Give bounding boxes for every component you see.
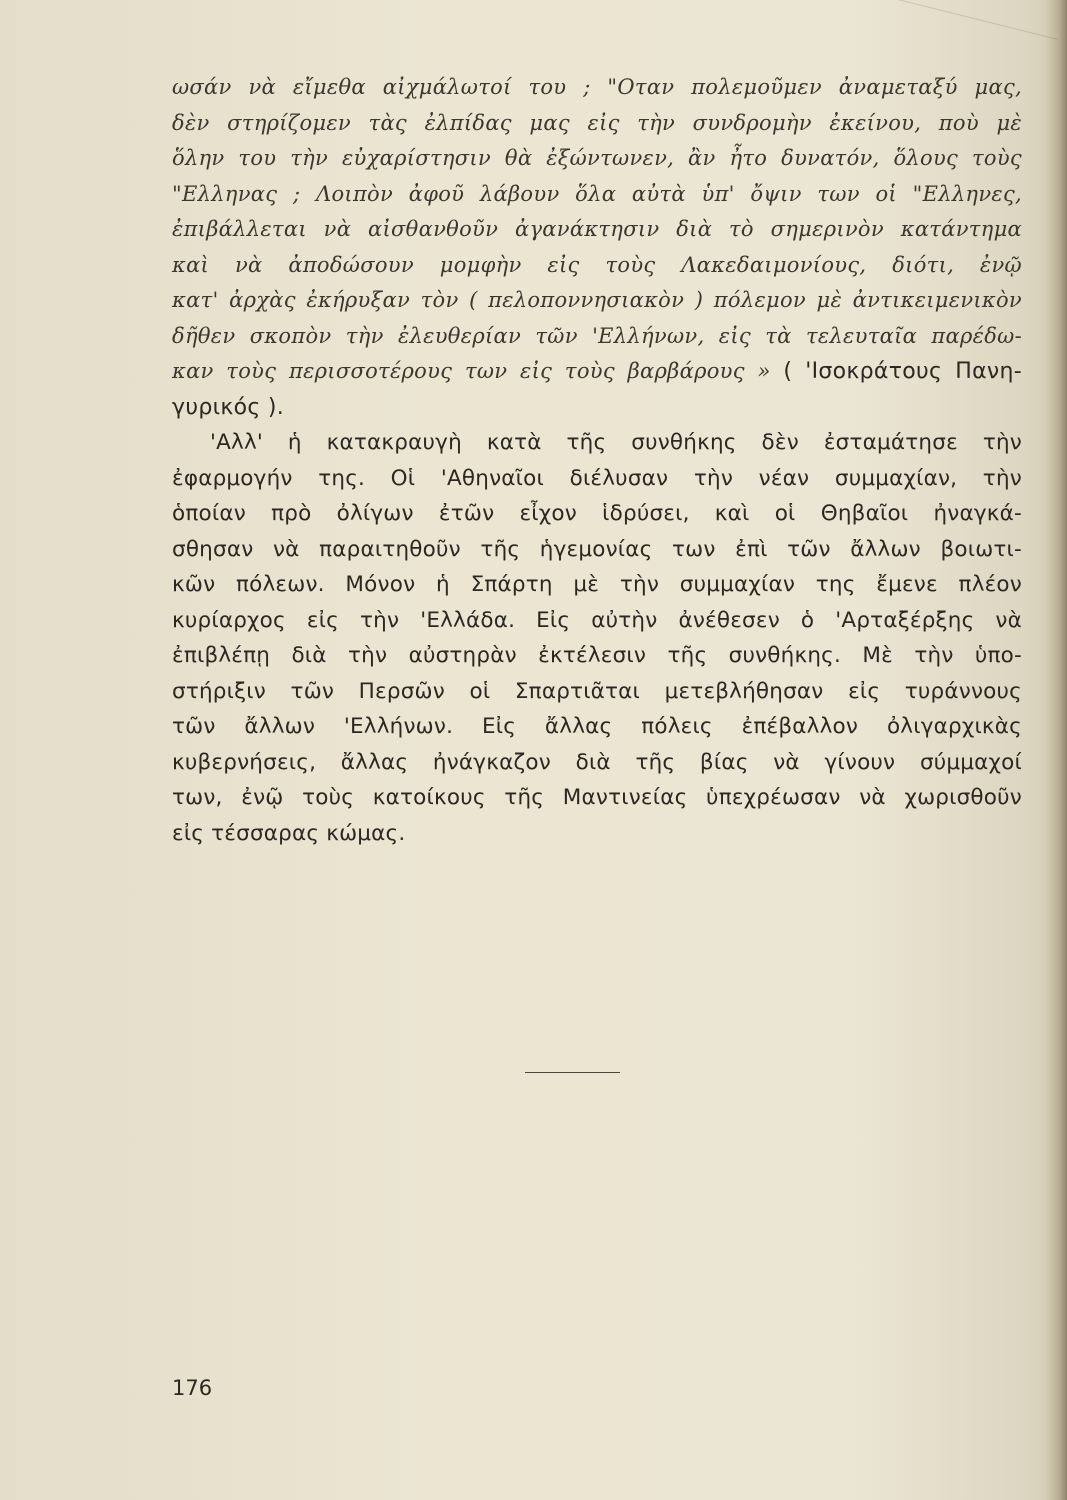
paragraph-line: ἐπιβλέπῃ διὰ τὴν αὐστηρὰν ἐκτέλεσιν τῆς συνθήκης. Μὲ τὴν ὑπο-	[172, 643, 1022, 668]
paragraph-line: σθησαν νὰ παραιτηθοῦν τῆς ἡγεμονίας των ἐπὶ τῶν ἄλλων βοιωτι-	[172, 536, 1022, 562]
paragraph-line: στήριξιν τῶν Περσῶν οἱ Σπαρτιᾶται μετεβλήθησαν εἰς τυράννους	[172, 678, 1022, 704]
section-separator-rule	[525, 1072, 620, 1073]
paragraph-line: τῶν ἄλλων 'Ελλήνων. Εἰς ἄλλας πόλεις ἐπέβαλλον ὀλιγαρχικὰς	[172, 714, 1022, 739]
paragraph-line: ὁποίαν πρὸ ὀλίγων ἐτῶν εἶχον ἱδρύσει, καὶ οἱ Θηβαῖοι ἠναγκά-	[172, 501, 1022, 526]
citation: ( 'Ισοκράτους Πανη-	[783, 359, 1022, 384]
quote-line: ὅλην του τὴν εὐχαρίστησιν θὰ ἐξώντωνεν, ἂν ἦτο δυνατόν, ὅλους τοὺς	[172, 146, 1022, 170]
quote-line: δῆθεν σκοπὸν τὴν ἐλευθερίαν τῶν 'Ελλήνων, εἰς τὰ τελευταῖα παρέδω-	[172, 323, 1022, 348]
main-text	[172, 70, 1022, 851]
quotation-block	[172, 70, 1022, 425]
citation-continuation	[172, 390, 1022, 426]
quote-line: κατ' ἀρχὰς ἐκήρυξαν τὸν ( πελοποννησιακὸν ) πόλεμον μὲ ἀντικειμενικὸν	[172, 288, 1022, 312]
page-corner-crease	[863, 0, 1067, 40]
page-number: 176	[172, 1376, 213, 1400]
page-binding-shadow	[1045, 0, 1067, 1500]
quote-line: δὲν στηρίζομεν τὰς ἐλπίδας μας εἰς τὴν συνδρομὴν ἐκείνου, ποὺ μὲ	[172, 110, 1022, 135]
quote-line: ωσάν νὰ εἴμεθα αἰχμάλωτοί του ; "Οταν πολεμοῦμεν ἀναμεταξύ μας,	[172, 75, 1022, 99]
paragraph-line: εἰς τέσσαρας κώμας.	[172, 820, 406, 846]
paragraph-line: κῶν πόλεων. Μόνον ἡ Σπάρτη μὲ τὴν συμμαχίαν της ἔμενε πλέον	[172, 572, 1022, 597]
paragraph-line: 'Αλλ' ἡ κατακραυγὴ κατὰ τῆς συνθήκης δὲν ἐσταμάτησε τὴν	[210, 430, 1022, 455]
paragraph-line: κυρίαρχος εἰς τὴν 'Ελλάδα. Εἰς αὐτὴν ἀνέθεσεν ὁ 'Αρταξέρξης νὰ	[172, 607, 1022, 633]
body-paragraph	[172, 425, 1022, 851]
quote-line-end: καν τοὺς περισσοτέρους των εἰς τοὺς βαρβάρους »	[172, 359, 771, 383]
quote-line: ἐπιβάλλεται νὰ αἰσθανθοῦν ἀγανάκτησιν διὰ τὸ σημερινὸν κατάντημα	[172, 217, 1022, 241]
quote-line: καὶ νὰ ἀποδώσουν μομφὴν εἰς τοὺς Λακεδαιμονίους, διότι, ἐνῷ	[172, 252, 1022, 277]
quote-line: "Ελληνας ; Λοιπὸν ἀφοῦ λάβουν ὅλα αὐτὰ ὑπ' ὄψιν των οἱ "Ελληνες,	[172, 181, 1022, 206]
paragraph-line: κυβερνήσεις, ἄλλας ἠνάγκαζον διὰ τῆς βίας νὰ γίνουν σύμμαχοί	[172, 749, 1022, 775]
paragraph-line: των, ἐνῷ τοὺς κατοίκους τῆς Μαντινείας ὑπεχρέωσαν νὰ χωρισθοῦν	[172, 785, 1022, 810]
citation-end: γυρικός ).	[172, 394, 285, 420]
quote-line-with-citation	[172, 354, 1022, 390]
paragraph-line: ἐφαρμογήν της. Οἱ 'Αθηναῖοι διέλυσαν τὴν νέαν συμμαχίαν, τὴν	[172, 465, 1022, 491]
